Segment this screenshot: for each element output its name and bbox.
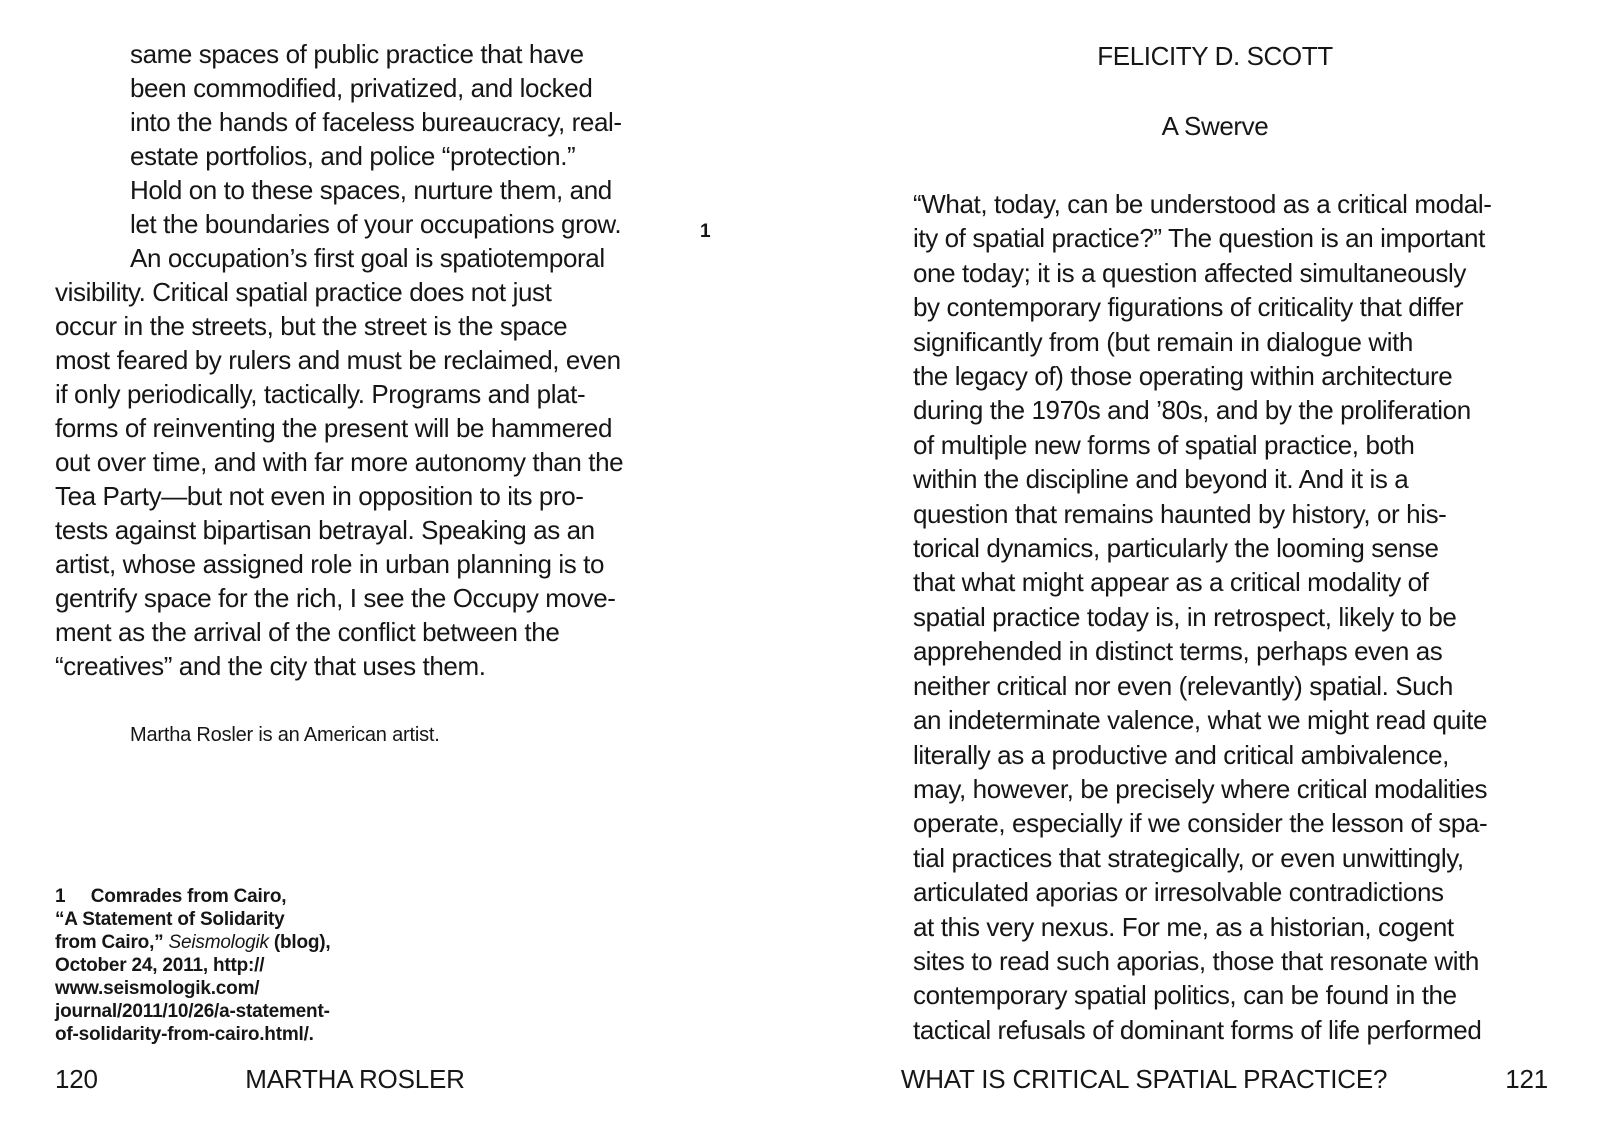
running-head-author: MARTHA ROSLER: [245, 1064, 465, 1094]
essay-line: of multiple new forms of spatial practice, both: [913, 429, 1415, 460]
essay-line: within the discipline and beyond it. And it is a: [913, 464, 1409, 495]
essay-line: apprehended in distinct terms, perhaps even as: [913, 636, 1443, 667]
blockquote-line: estate portfolios, and police “protection.”: [130, 141, 576, 171]
paragraph-line: ment as the arrival of the conflict between the: [55, 617, 560, 647]
footer-left: [55, 1062, 655, 1096]
scott-essay-paragraph: [913, 187, 1491, 1047]
paragraph-line: forms of reinventing the present will be hammered: [55, 413, 613, 443]
paragraph-line: An occupation’s first goal is spatiotemporal: [130, 243, 605, 273]
footnote-line: of-solidarity-from-cairo.html/.: [55, 1024, 314, 1045]
essay-line: question that remains haunted by history, or his-: [913, 498, 1447, 529]
author-credit: Martha Rosler is an American artist.: [130, 724, 440, 746]
essay-line: literally as a productive and critical ambivalence,: [913, 739, 1449, 770]
footnote-line: October 24, 2011, http://: [55, 955, 265, 976]
paragraph-line: out over time, and with far more autonomy than the: [55, 447, 624, 477]
blockquote-occupy-statement: [130, 37, 622, 241]
essay-line: an indeterminate valence, what we might read quite: [913, 705, 1488, 736]
essay-line: by contemporary figurations of criticality that differ: [913, 292, 1464, 323]
essay-line: torical dynamics, particularly the looming sense: [913, 533, 1439, 564]
rosler-paragraph: [55, 241, 623, 683]
essay-line: tial practices that strategically, or even unwittingly,: [913, 842, 1464, 873]
paragraph-line: tests against bipartisan betrayal. Speaking as an: [55, 515, 595, 545]
essay-line: one today; it is a question affected simultaneously: [913, 257, 1466, 288]
page-number-121: 121: [1505, 1064, 1548, 1094]
footnote-line: “A Statement of Solidarity: [55, 909, 285, 930]
essay-author-heading: FELICITY D. SCOTT: [1097, 41, 1333, 71]
footnote-line: 1 Comrades from Cairo,: [55, 886, 287, 907]
paragraph-line: “creatives” and the city that uses them.: [55, 651, 486, 681]
blockquote-line: been commodified, privatized, and locked: [130, 73, 593, 103]
italic-text: Seismologik: [168, 932, 269, 953]
essay-line: significantly from (but remain in dialogue with: [913, 326, 1413, 357]
paragraph-line: visibility. Critical spatial practice does not just: [55, 277, 552, 307]
essay-line: sites to read such aporias, those that resonate with: [913, 945, 1479, 976]
blockquote-line: let the boundaries of your occupations grow.: [130, 209, 622, 239]
essay-title: A Swerve: [1161, 111, 1269, 141]
essay-line: “What, today, can be understood as a critical modal-: [913, 189, 1492, 219]
essay-line: operate, especially if we consider the lesson of spa-: [913, 808, 1488, 839]
essay-line: ity of spatial practice?” The question is an important: [913, 223, 1485, 254]
essay-line: during the 1970s and ’80s, and by the proliferation: [913, 395, 1471, 426]
essay-line: contemporary spatial politics, can be found in the: [913, 980, 1457, 1011]
essay-line: articulated aporias or irresolvable contradictions: [913, 877, 1444, 908]
paragraph-line: Tea Party—but not even in opposition to its pro-: [55, 481, 584, 511]
footnote-line: www.seismologik.com/: [55, 978, 260, 999]
essay-line: that what might appear as a critical modality of: [913, 567, 1429, 598]
paragraph-line: occur in the streets, but the street is the space: [55, 311, 568, 341]
footer-right: [901, 1062, 1548, 1096]
essay-line: neither critical nor even (relevantly) spatial. Such: [913, 670, 1453, 701]
running-head-book-title: WHAT IS CRITICAL SPATIAL PRACTICE?: [900, 1064, 1388, 1094]
blockquote-line: into the hands of faceless bureaucracy, real-: [130, 107, 622, 137]
blockquote-line: same spaces of public practice that have: [130, 39, 584, 69]
paragraph-line: gentrify space for the rich, I see the Occupy move-: [55, 583, 616, 613]
footnote-line: journal/2011/10/26/a-statement-: [55, 1001, 330, 1022]
blockquote-line: Hold on to these spaces, nurture them, and: [130, 175, 612, 205]
footnote-marker-1: 1: [700, 221, 711, 242]
essay-line: spatial practice today is, in retrospect, likely to be: [913, 601, 1457, 632]
paragraph-line: artist, whose assigned role in urban planning is to: [55, 549, 605, 579]
paragraph-line: most feared by rulers and must be reclaimed, even: [55, 345, 621, 375]
page-number-120: 120: [55, 1064, 98, 1094]
essay-line: at this very nexus. For me, as a historian, cogent: [913, 911, 1454, 942]
footnote-line: from Cairo,” Seismologik (blog),: [55, 932, 331, 953]
essay-line: tactical refusals of dominant forms of life performed: [913, 1014, 1482, 1045]
essay-line: may, however, be precisely where critical modalities: [913, 773, 1488, 804]
essay-line: the legacy of) those operating within architecture: [913, 361, 1453, 392]
page-right: [800, 0, 1600, 1142]
paragraph-line: if only periodically, tactically. Programs and plat-: [55, 379, 586, 409]
footnote-1-citation: [55, 885, 330, 1046]
